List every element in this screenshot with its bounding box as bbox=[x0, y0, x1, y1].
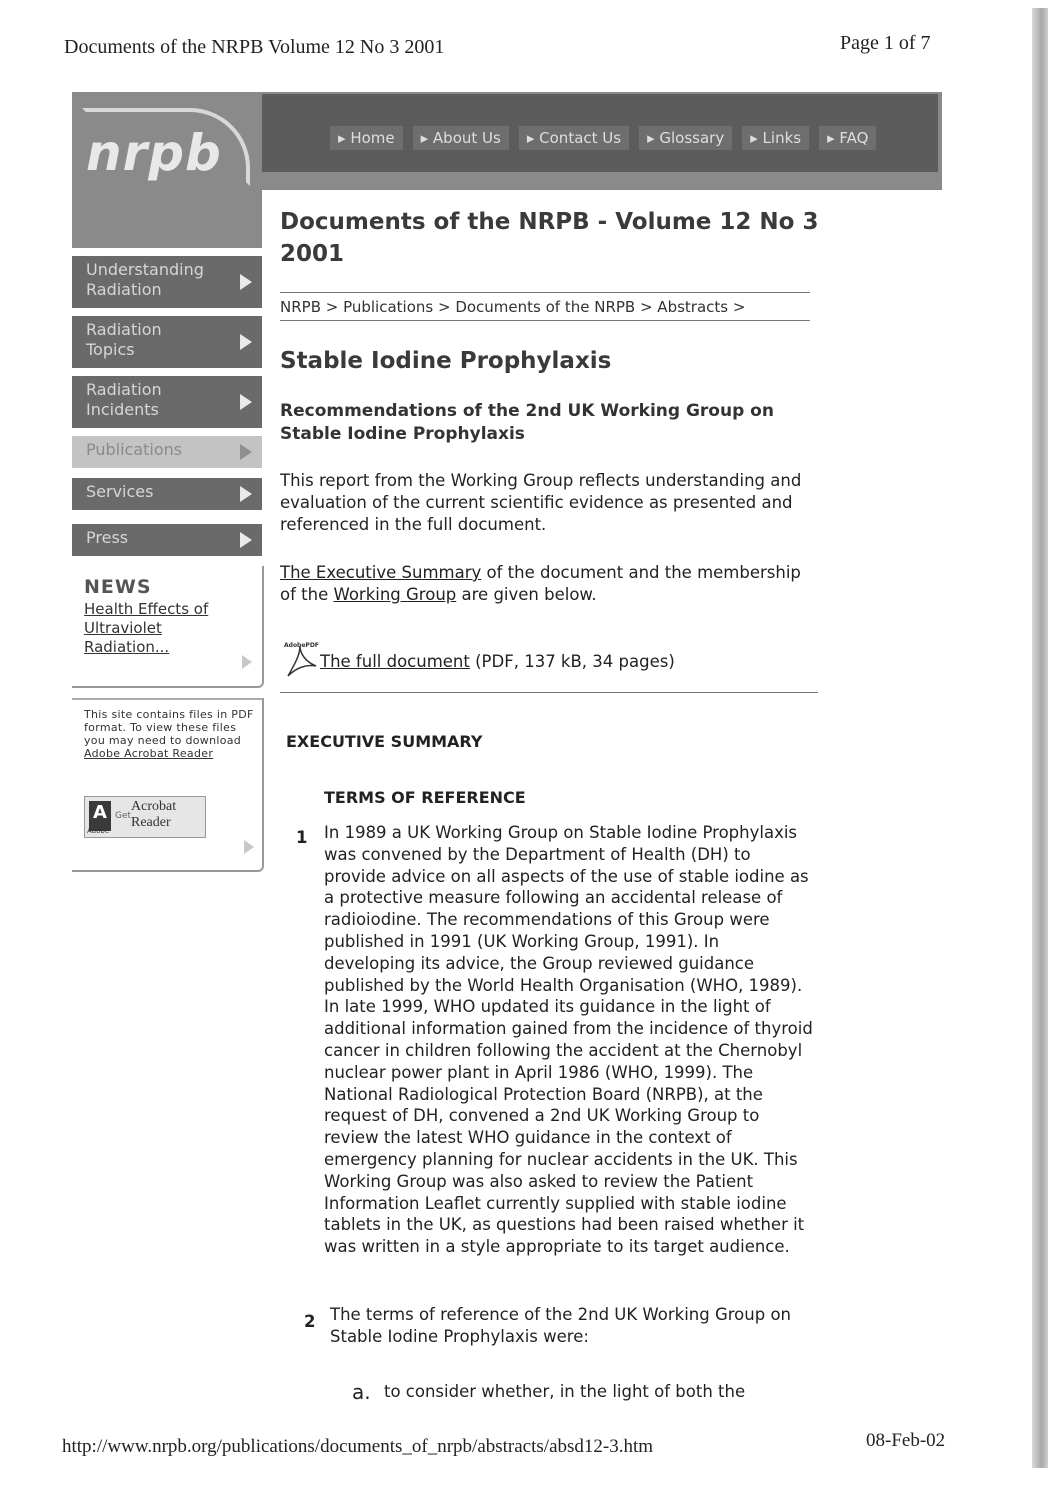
sidebar-item-understanding-radiation[interactable] bbox=[72, 256, 262, 308]
executive-summary-link[interactable]: The Executive Summary bbox=[280, 563, 482, 582]
terms-of-reference-heading: TERMS OF REFERENCE bbox=[324, 788, 526, 807]
arrow-right-icon bbox=[240, 394, 252, 410]
arrow-right-icon bbox=[240, 334, 252, 350]
item-number: 2 bbox=[304, 1312, 316, 1331]
sidebar-item-press[interactable] bbox=[72, 524, 262, 556]
pdf-note-arrow-icon[interactable] bbox=[244, 840, 254, 854]
nrpb-logo[interactable]: nrpb bbox=[86, 124, 222, 182]
news-heading: NEWS bbox=[84, 576, 152, 598]
print-header-page: Page 1 of 7 bbox=[840, 32, 931, 54]
divider bbox=[280, 692, 818, 693]
print-footer-date: 08-Feb-02 bbox=[866, 1430, 946, 1451]
sidebar-header-block bbox=[72, 190, 262, 248]
nav-links[interactable]: ▸ Links bbox=[742, 126, 809, 150]
scan-edge bbox=[1032, 8, 1048, 1468]
divider bbox=[280, 292, 810, 293]
nav-about-us[interactable]: ▸ About Us bbox=[413, 126, 509, 150]
nav-home[interactable]: ▸ Home bbox=[330, 126, 403, 150]
nav-faq[interactable]: ▸ FAQ bbox=[819, 126, 876, 150]
sub-item-letter: a. bbox=[352, 1380, 371, 1404]
print-footer-url: http://www.nrpb.org/publications/documents_of_nrpb/abstracts/absd12-3.htm bbox=[62, 1436, 654, 1457]
section-title: Stable Iodine Prophylaxis bbox=[280, 348, 612, 374]
adobe-reader-link[interactable]: Adobe Acrobat Reader bbox=[84, 747, 214, 760]
nav-contact-us[interactable]: ▸ Contact Us bbox=[519, 126, 629, 150]
adobe-logo-icon: A bbox=[89, 801, 111, 831]
arrow-right-icon bbox=[240, 444, 252, 460]
sub-item-text: to consider whether, in the light of both the bbox=[384, 1382, 746, 1401]
pdf-icon-label: AdobePDF bbox=[284, 642, 319, 649]
subtitle: Recommendations of the 2nd UK Working Group on Stable Iodine Prophylaxis bbox=[280, 401, 774, 444]
summary-paragraph: The Executive Summary of the document and the membership of the Working Group are given below. bbox=[280, 563, 801, 604]
pdf-note: This site contains files in PDF format. To view these files you may need to download Adobe Acrobat Reader bbox=[84, 708, 254, 760]
sidebar-item-label: Services bbox=[86, 482, 154, 501]
breadcrumb[interactable]: NRPB > Publications > Documents of the NRPB > Abstracts > bbox=[280, 298, 746, 316]
sidebar-item-label: Radiation Incidents bbox=[86, 380, 162, 419]
sidebar-item-services[interactable] bbox=[72, 478, 262, 510]
arrow-right-icon bbox=[240, 274, 252, 290]
arrow-right-icon bbox=[240, 486, 252, 502]
top-navigation bbox=[330, 126, 886, 150]
list-item: In 1989 a UK Working Group on Stable Iodine Prophylaxis was convened by the Department of Health (DH) to provide advice on all aspects of the use of stable iodine as a protective measure following an accidental release of radioiodine. The recommendations of this Group were published in 1991 (UK Working Group, 1991). In developing its advice, the Group reviewed guidance published by the World Health Organisation (WHO, 1989). In late 1999, WHO updated its guidance in the light of additional information gained from the incidence of thyroid cancer in children following the accident at the Chernobyl nuclear power plant in April 1986 (WHO, 1999). The National Radiological Protection Board (NRPB), at the request of DH, convened a 2nd UK Working Group to review the latest WHO guidance in the context of emergency planning for nuclear accidents in the UK. This Working Group was also asked to review the Patient Information Leaflet currently supplied with stable iodine tablets in the UK, as questions had been raised whether it was written in a style appropriate to its target audience. bbox=[324, 823, 813, 1257]
full-document-line: The full document (PDF, 137 kB, 34 pages) bbox=[320, 652, 675, 671]
sidebar-item-radiation-incidents[interactable] bbox=[72, 376, 262, 428]
sidebar-item-label: Understanding Radiation bbox=[86, 260, 204, 299]
working-group-link[interactable]: Working Group bbox=[333, 585, 457, 604]
sidebar-item-label: Publications bbox=[86, 440, 183, 459]
nav-glossary[interactable]: ▸ Glossary bbox=[639, 126, 732, 150]
news-link[interactable]: Health Effects of Ultraviolet Radiation... bbox=[84, 600, 209, 656]
get-acrobat-reader-badge[interactable]: A Get Acrobat Reader Adobe bbox=[84, 796, 206, 838]
sidebar-item-label: Radiation Topics bbox=[86, 320, 162, 359]
page-title: Documents of the NRPB - Volume 12 No 3 2001 bbox=[280, 209, 819, 267]
sidebar-item-radiation-topics[interactable] bbox=[72, 316, 262, 368]
intro-paragraph: This report from the Working Group reflects understanding and evaluation of the current scientific evidence as presented and referenced in the full document. bbox=[280, 471, 802, 534]
item-number: 1 bbox=[296, 828, 308, 847]
sidebar-item-label: Press bbox=[86, 528, 129, 547]
news-arrow-icon[interactable] bbox=[242, 655, 252, 669]
executive-summary-heading: EXECUTIVE SUMMARY bbox=[286, 732, 483, 751]
sidebar-item-publications[interactable] bbox=[72, 436, 262, 468]
full-document-link[interactable]: The full document bbox=[320, 652, 470, 671]
print-header-title: Documents of the NRPB Volume 12 No 3 2001 bbox=[64, 36, 445, 58]
arrow-right-icon bbox=[240, 532, 252, 548]
divider bbox=[280, 320, 810, 321]
list-item: The terms of reference of the 2nd UK Working Group on Stable Iodine Prophylaxis were: bbox=[330, 1305, 792, 1346]
